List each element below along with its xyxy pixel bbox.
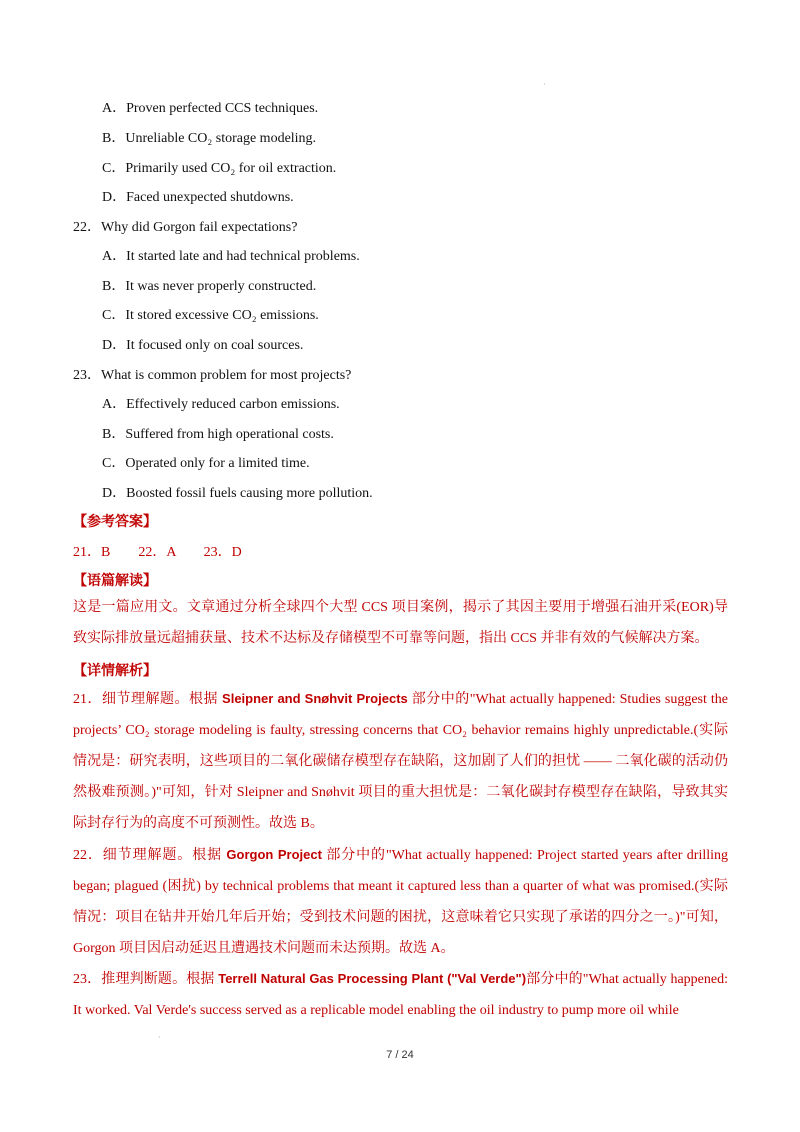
answer-key: 21．B 22．A 23．D	[73, 545, 242, 560]
q23-option-a: A．Effectively reduced carbon emissions.	[102, 397, 340, 412]
explanation-21-body: 部分中的"What actually happened: Studies suggest the projects’ CO₂ storage modeling is faulty, stressing concerns that CO₂ behavior remains highly unpredictable.(实际情况是：研究表明，这些项目的二氧化碳储存模型存在缺陷，这加剧了人们的担忧 —— 二氧化碳的活动仍然极难预测。)"可知，针对 Sleipner and Snøhvit 项目的重大担忧是：二氧化碳封存模型存在缺陷，导致其实际封存行为的高度不可预测性。故选 B。	[73, 692, 728, 831]
q23-option-c: C．Operated only for a limited time.	[102, 456, 310, 471]
q23-option-d: D．Boosted fossil fuels causing more pollution.	[102, 486, 373, 501]
q23-stem: 23．What is common problem for most projects?	[73, 368, 352, 383]
q22-option-a: A．It started late and had technical problems.	[102, 249, 360, 264]
q21-option-a: A．Proven perfected CCS techniques.	[102, 101, 319, 116]
detail-header: 【详情解析】	[73, 664, 157, 679]
explanation-21	[73, 683, 728, 839]
explanation-23-intro: 23．推理判断题。根据	[73, 972, 219, 987]
explanation-23	[73, 963, 728, 1026]
explanation-22-section: Gorgon Project	[226, 847, 322, 862]
passage-header: 【语篇解读】	[73, 574, 157, 589]
explanation-22-intro: 22．细节理解题。根据	[73, 848, 227, 863]
explanation-22	[73, 839, 728, 964]
q21-option-b: B．Unreliable CO₂ storage modeling.	[102, 131, 317, 146]
q22-option-b: B．It was never properly constructed.	[102, 279, 317, 294]
q22-option-d: D．It focused only on coal sources.	[102, 338, 304, 353]
page-number: 7 / 24	[386, 1049, 414, 1061]
q22-stem: 22．Why did Gorgon fail expectations?	[73, 220, 298, 235]
q22-option-c: C．It stored excessive CO₂ emissions.	[102, 308, 319, 323]
explanation-21-intro: 21．细节理解题。根据	[73, 692, 223, 707]
scan-speck: ·	[543, 80, 546, 89]
passage-summary: 这是一篇应用文。文章通过分析全球四个大型 CCS 项目案例，揭示了其因主要用于增强石油开采(EOR)导致实际排放量远超捕获量、技术不达标及存储模型不可靠等问题，指出 CCS 并非有效的气候解决方案。	[73, 600, 728, 646]
explanation-22-body: 部分中的"What actually happened: Project started years after drilling began; plagued (困扰) by technical problems that meant it captured less than a quarter of what was promised.(实际情况：项目在钻井开始几年后开始；受到技术问题的困扰，这意味着它只实现了承诺的四分之一。)"可知，Gorgon 项目因启动延迟且遭遇技术问题而未达预期。故选 A。	[73, 848, 729, 956]
explanation-23-body: 部分中的"What actually happened: It worked. Val Verde's success served as a replicable model enabling the oil industry to pump more oil while	[73, 972, 728, 1018]
q21-option-d: D．Faced unexpected shutdowns.	[102, 190, 294, 205]
q21-option-c: C．Primarily used CO₂ for oil extraction.	[102, 161, 337, 176]
scan-speck: ·	[158, 1033, 161, 1042]
answer-header: 【参考答案】	[73, 515, 157, 530]
explanation-21-section: Sleipner and Snøhvit Projects	[222, 691, 408, 706]
explanation-23-section: Terrell Natural Gas Processing Plant ("Val Verde")	[218, 971, 527, 986]
q23-option-b: B．Suffered from high operational costs.	[102, 427, 334, 442]
